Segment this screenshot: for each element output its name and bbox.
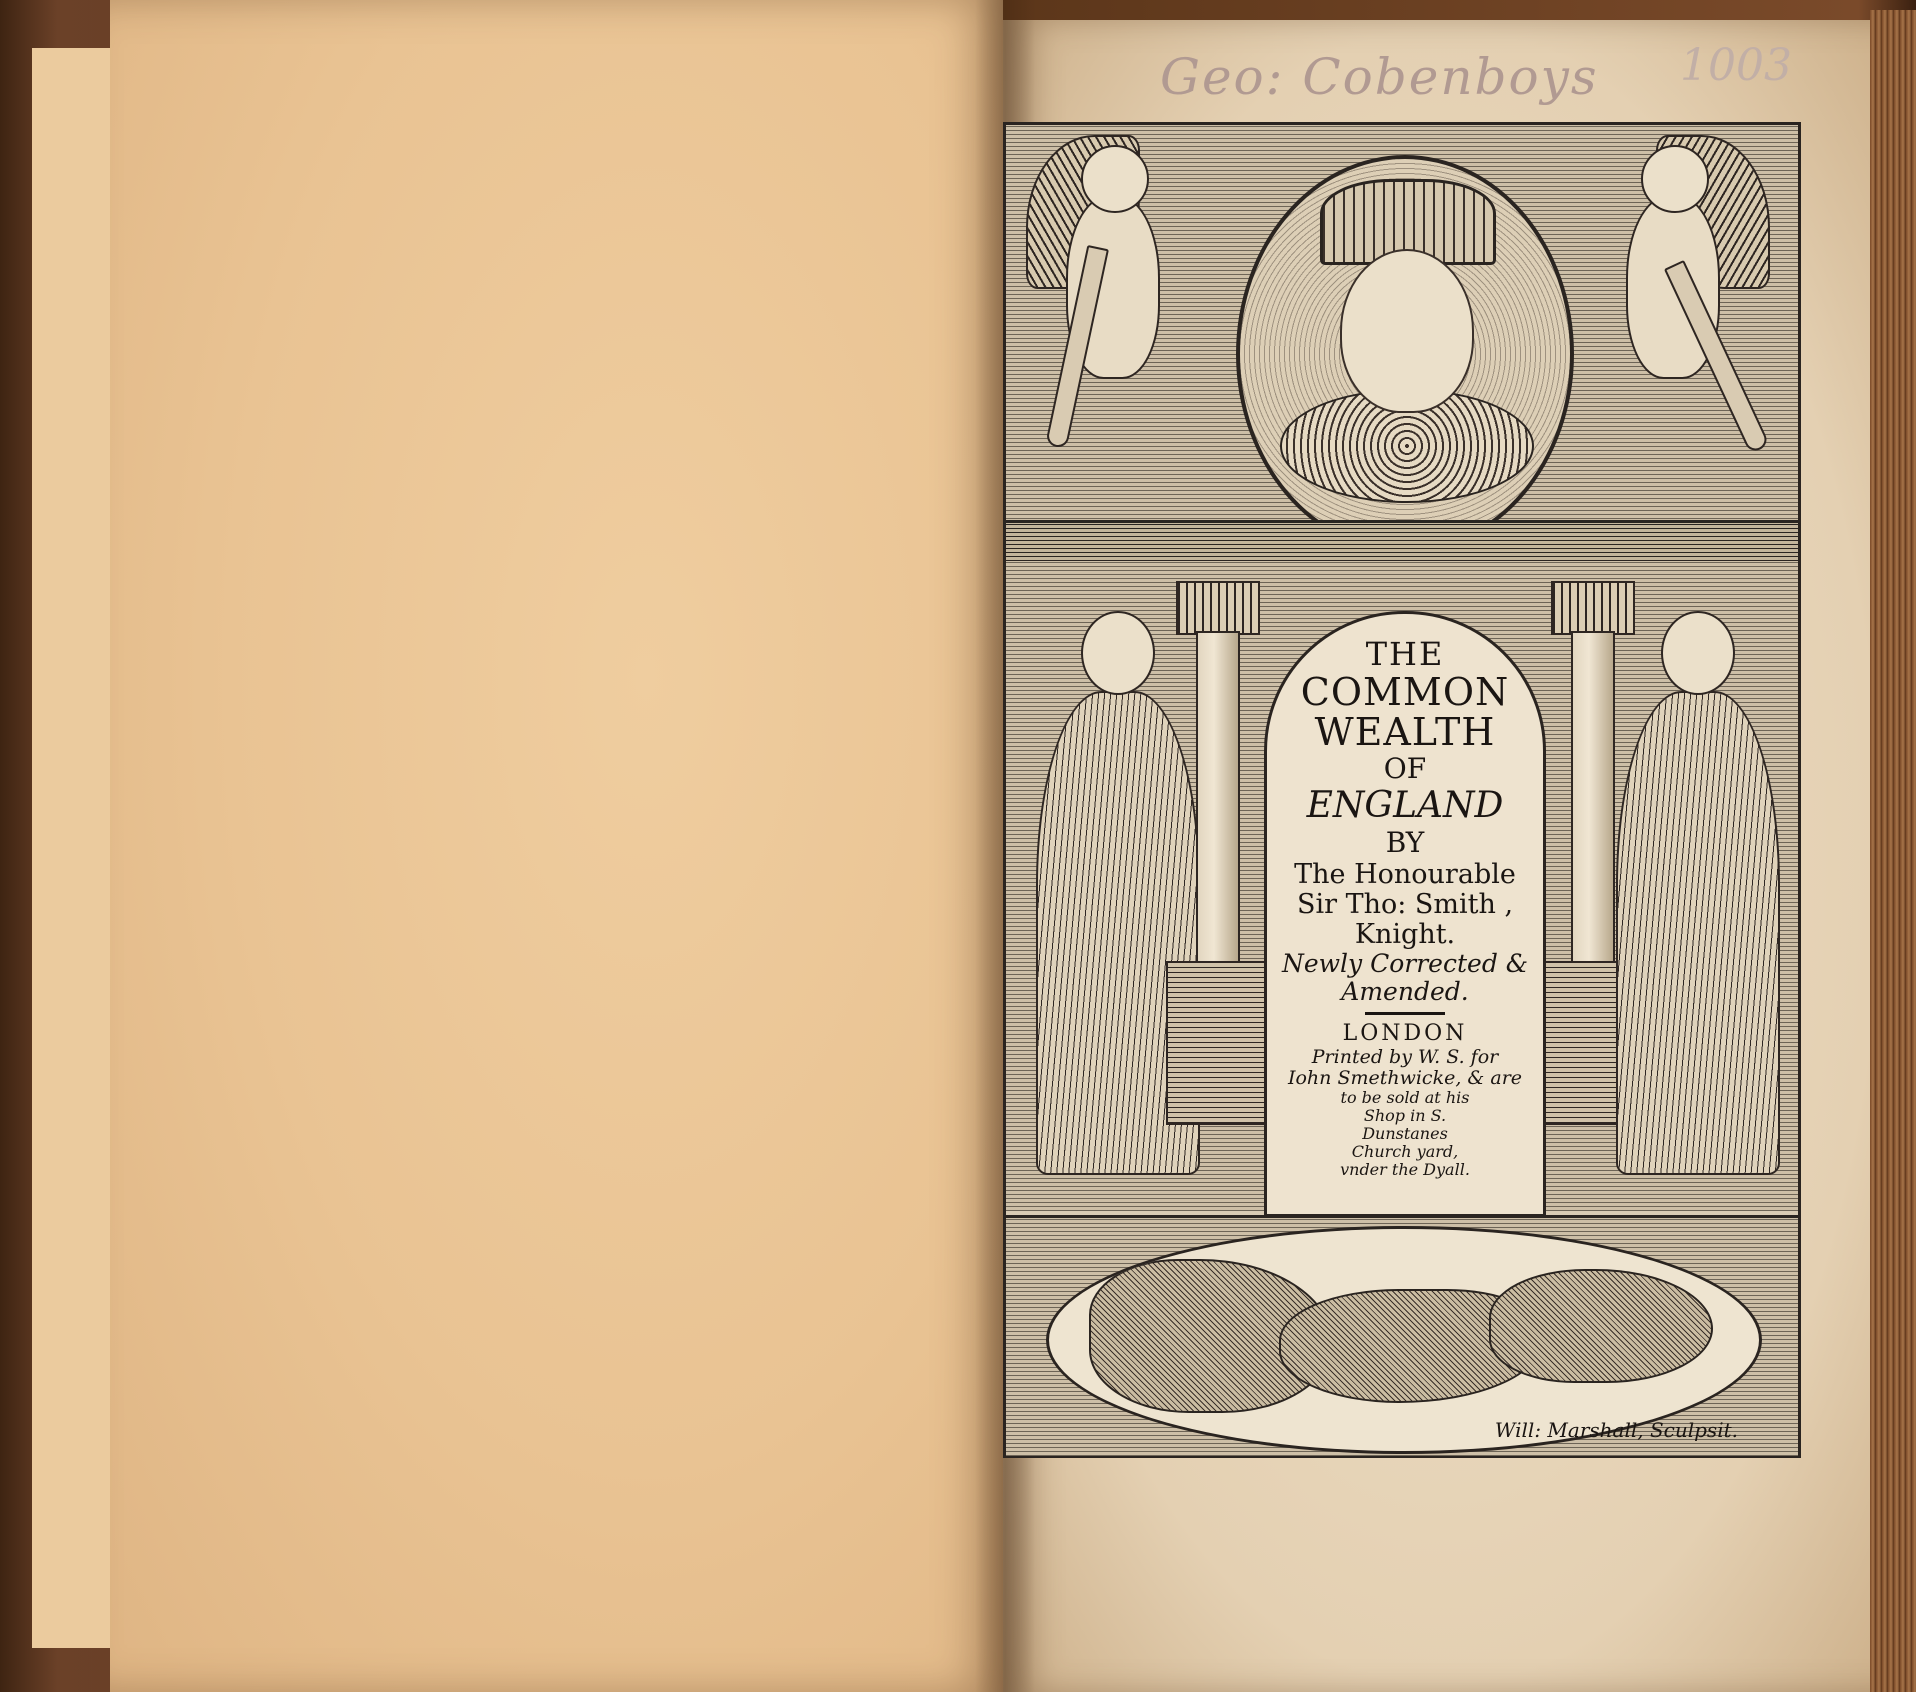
imprint-line: to be sold at his xyxy=(1340,1088,1470,1107)
author-line: The Honourable xyxy=(1294,859,1516,890)
title-line: BY xyxy=(1385,826,1425,859)
figure-head xyxy=(1081,611,1155,695)
title-line: ENGLAND xyxy=(1306,785,1504,826)
title-line: COMMON xyxy=(1300,670,1510,714)
owner-signature: Geo: Cobenboys xyxy=(1160,48,1599,106)
imprint-line: Church yard, xyxy=(1351,1142,1459,1161)
imprint-line: Dunstanes xyxy=(1362,1124,1448,1143)
column-capital xyxy=(1176,581,1260,635)
engraver-credit: Will: Marshall, Sculpsit. xyxy=(1494,1418,1738,1442)
right-cherub xyxy=(1586,135,1756,465)
divider xyxy=(1365,1012,1445,1015)
cornice-ledge xyxy=(1006,520,1798,564)
imprint-line: vnder the Dyall. xyxy=(1340,1160,1470,1179)
imprint-line: Printed by W. S. for xyxy=(1311,1046,1499,1068)
left-blank-page xyxy=(110,0,1003,1692)
title-block xyxy=(1267,636,1543,1179)
title-line: WEALTH xyxy=(1314,710,1496,754)
title-line: OF xyxy=(1383,752,1427,785)
middle-panel xyxy=(1006,561,1798,1211)
top-panel xyxy=(1006,125,1798,535)
commerce-figure xyxy=(1606,581,1786,1191)
title-line: THE xyxy=(1365,635,1445,673)
royal-portrait-medallion xyxy=(1236,155,1574,553)
king-portrait xyxy=(1340,249,1474,413)
edition-line: Newly Corrected & xyxy=(1281,949,1529,978)
column-shaft xyxy=(1196,631,1240,965)
left-column xyxy=(1186,581,1246,1121)
author-line: Sir Tho: Smith , xyxy=(1296,889,1514,920)
figure-head xyxy=(1661,611,1735,695)
author-line: Knight. xyxy=(1354,919,1456,950)
cherub-head xyxy=(1081,145,1149,213)
shelfmark: 1003 xyxy=(1680,40,1792,91)
cherub-head xyxy=(1641,145,1709,213)
edition-line: Amended. xyxy=(1341,977,1469,1006)
map-panel xyxy=(1006,1215,1798,1456)
engraved-frontispiece xyxy=(1003,122,1801,1458)
page-edges xyxy=(1870,10,1916,1692)
left-cherub xyxy=(1026,135,1196,465)
figure-robe xyxy=(1616,691,1780,1175)
title-arch xyxy=(1264,611,1546,1217)
imprint-line: Shop in S. xyxy=(1363,1106,1447,1125)
column-base xyxy=(1166,961,1270,1125)
imprint-line: Iohn Smethwicke, & are xyxy=(1287,1067,1523,1089)
imprint-place: LONDON xyxy=(1342,1021,1468,1046)
landmass xyxy=(1489,1269,1713,1383)
